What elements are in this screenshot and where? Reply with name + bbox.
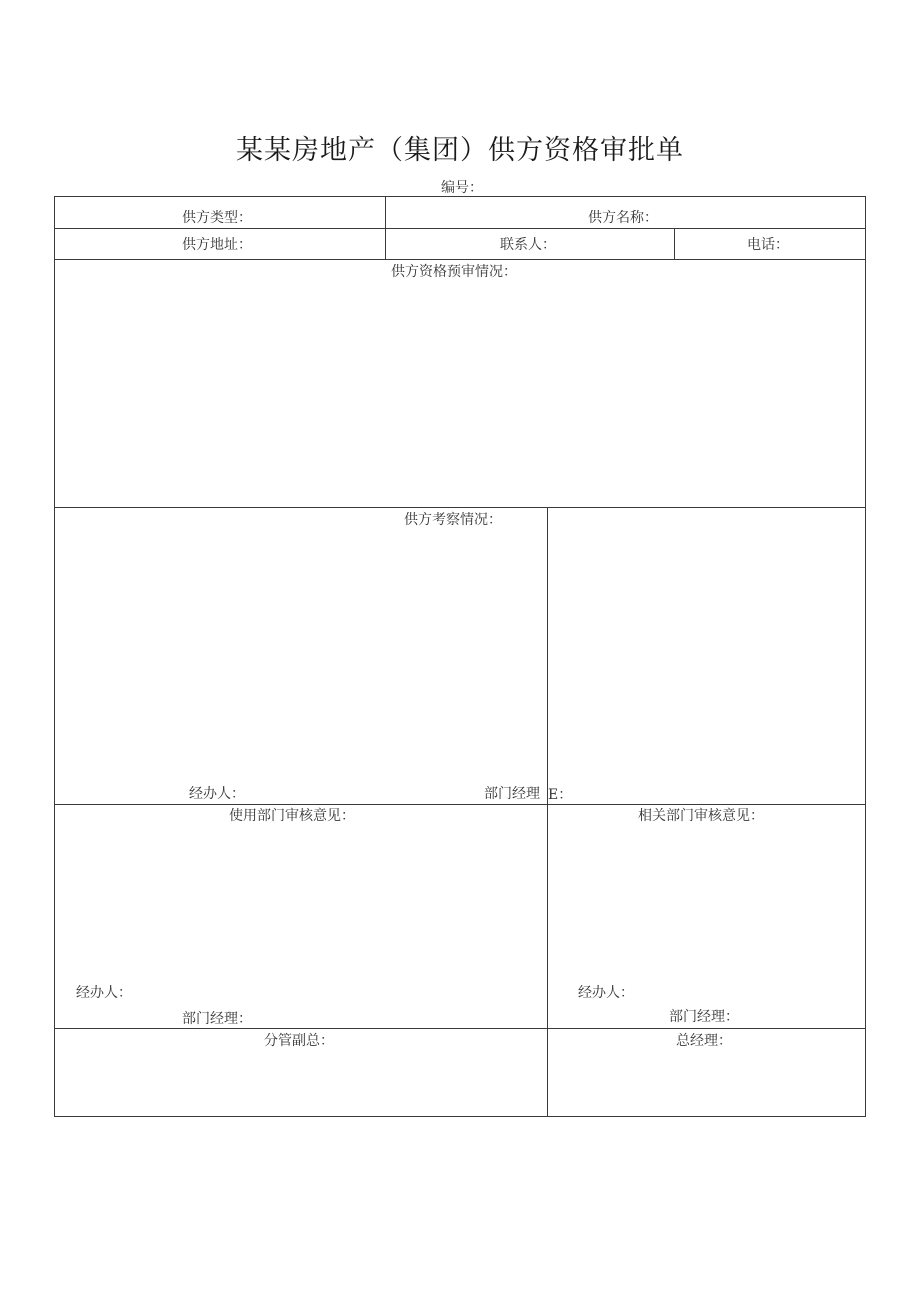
table-border-top (54, 196, 866, 197)
column-divider (385, 196, 386, 259)
supplier-name-label: 供方名称： (588, 210, 658, 226)
row-divider (54, 507, 866, 508)
table-border-bottom (54, 1116, 866, 1117)
usage-dept-review-label: 使用部门审核意见： (229, 808, 355, 824)
related-dept-manager-label: 部门经理： (669, 1009, 739, 1025)
prereview-section-label: 供方资格预审情况： (391, 264, 517, 280)
related-dept-handler-label: 经办人： (578, 985, 634, 1001)
row-divider (54, 259, 866, 260)
deputy-gm-label: 分管副总： (264, 1033, 334, 1049)
supplier-type-label: 供方类型： (182, 210, 252, 226)
usage-dept-manager-label: 部门经理： (182, 1011, 252, 1027)
row-divider (54, 1028, 866, 1029)
table-border-right (865, 196, 866, 1117)
table-border-left (54, 196, 55, 1117)
row-divider (54, 804, 866, 805)
column-divider (547, 507, 548, 1117)
row-divider (54, 228, 866, 229)
phone-label: 电话： (747, 237, 789, 253)
inspection-dept-manager-label: 部门经理 (484, 786, 540, 802)
inspection-handler-label: 经办人： (189, 786, 245, 802)
supplier-address-label: 供方地址： (182, 237, 252, 253)
inspection-section-label: 供方考察情况： (404, 512, 502, 528)
serial-number-label: 编号： (441, 180, 483, 196)
usage-dept-handler-label: 经办人： (76, 985, 132, 1001)
contact-person-label: 联系人： (500, 237, 556, 253)
inspection-dept-manager-suffix: E： (548, 787, 573, 803)
column-divider (674, 228, 675, 259)
form-title: 某某房地产（集团）供方资格审批单 (236, 135, 684, 166)
related-dept-review-label: 相关部门审核意见： (638, 808, 764, 824)
general-manager-label: 总经理： (676, 1033, 732, 1049)
